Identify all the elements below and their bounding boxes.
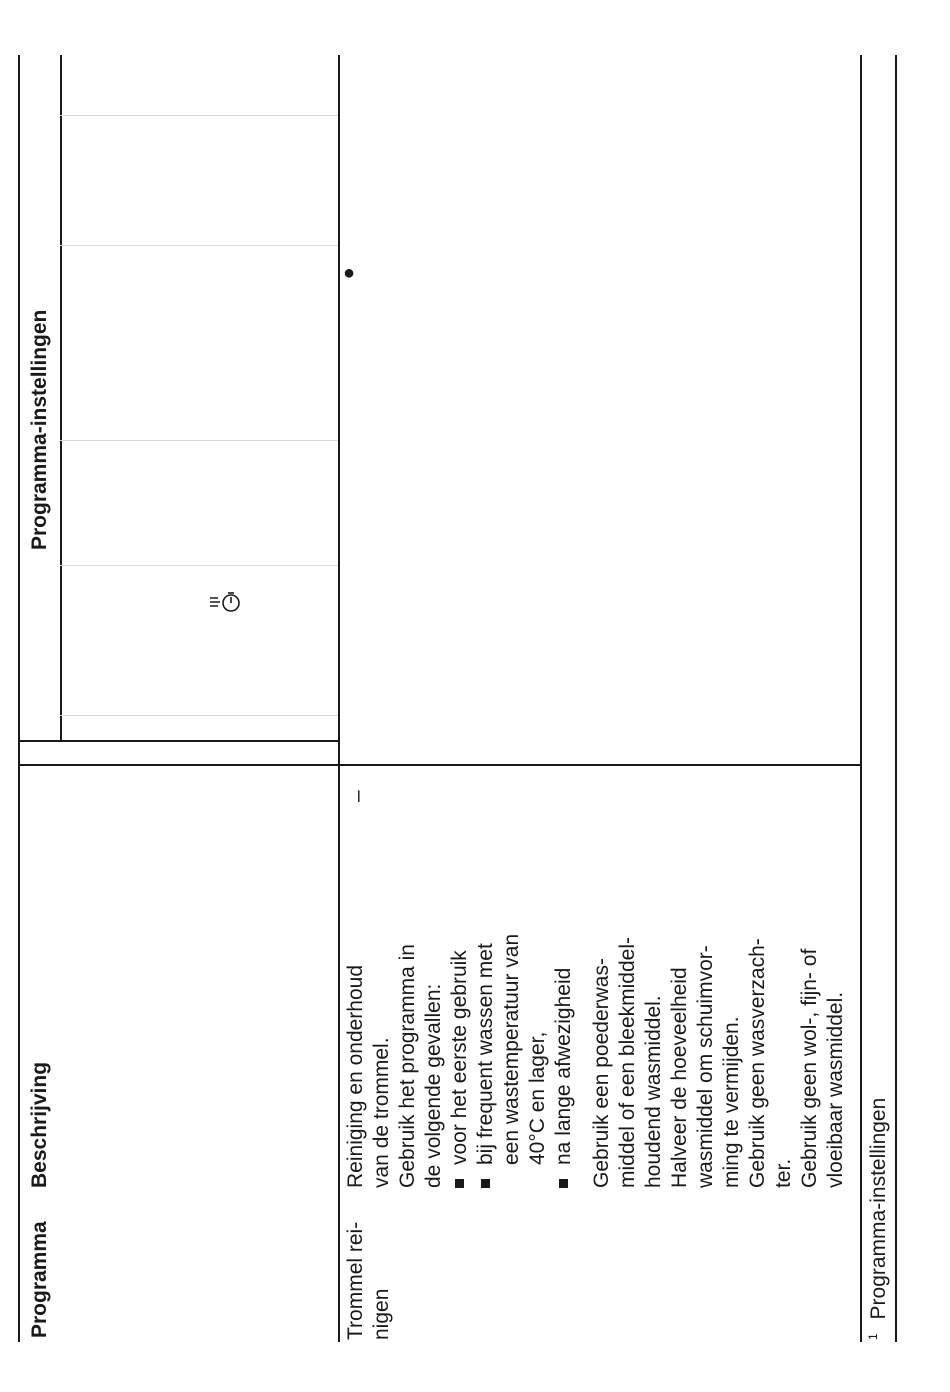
header-settings: Programma-instellingen [28, 309, 51, 550]
description-line: Gebruik een poederwas- [590, 958, 613, 1188]
square-bullet-icon [481, 1179, 490, 1188]
description-line: Halveer de hoeveelheid [668, 967, 691, 1188]
description-line: vloeibaar wasmiddel. [824, 991, 847, 1188]
dash-mark: – [346, 790, 369, 802]
description-line: houdend wasmiddel. [642, 995, 665, 1188]
footnote-marker: 1 [866, 1333, 880, 1340]
description-block [343, 934, 849, 1188]
outer-right-border [895, 55, 897, 1342]
settings-grid-line [60, 245, 338, 246]
square-bullet-icon [455, 1179, 464, 1188]
settings-grid-line [60, 115, 338, 116]
header-divider [338, 55, 340, 1342]
footnote-text: Programma-instellingen [867, 1097, 890, 1320]
description-line: Reiniging en onderhoud [344, 964, 367, 1188]
description-line: ming te vermijden. [720, 1016, 743, 1188]
description-line: van de trommel. [370, 1037, 393, 1188]
description-line: de volgende gevallen: [422, 983, 445, 1188]
bullet-item: na lange afwezigheid [551, 934, 577, 1188]
description-line: wasmiddel om schuimvor- [694, 945, 717, 1188]
settings-grid-line [60, 440, 338, 441]
settings-column-divider [18, 764, 861, 766]
bullet-continuation: 40°C en lager, [526, 1031, 549, 1165]
footnote [866, 1098, 891, 1340]
header-description: Beschrijving [28, 1061, 51, 1188]
description-line: Gebruik het programma in [396, 944, 419, 1188]
settings-subheader-bottom [18, 740, 340, 742]
description-line: Gebruik geen wasverzach- [746, 938, 769, 1188]
description-line: ter. [772, 1158, 795, 1188]
table-right-border [860, 55, 862, 1342]
bullet-item: bij frequent wassen met [473, 934, 499, 1188]
program-name [343, 1222, 395, 1340]
header-program: Programma [28, 1221, 51, 1338]
program-name-line: nigen [370, 1288, 393, 1340]
settings-grid-line [60, 715, 338, 716]
settings-grid-line [60, 565, 338, 566]
settings-dot: ● [343, 262, 356, 284]
settings-subheader-line [60, 55, 62, 740]
description-line: middel of een bleekmiddel- [616, 937, 639, 1188]
program-name-line: Trommel rei- [344, 1221, 367, 1340]
square-bullet-icon [559, 1179, 568, 1188]
description-line: Gebruik geen wol-, fijn- of [798, 948, 821, 1188]
bullet-item: voor het eerste gebruik [447, 934, 473, 1188]
quick-timer-icon [208, 590, 244, 614]
table-left-border [18, 55, 20, 1342]
bullet-continuation: een wastemperatuur van [500, 933, 523, 1165]
